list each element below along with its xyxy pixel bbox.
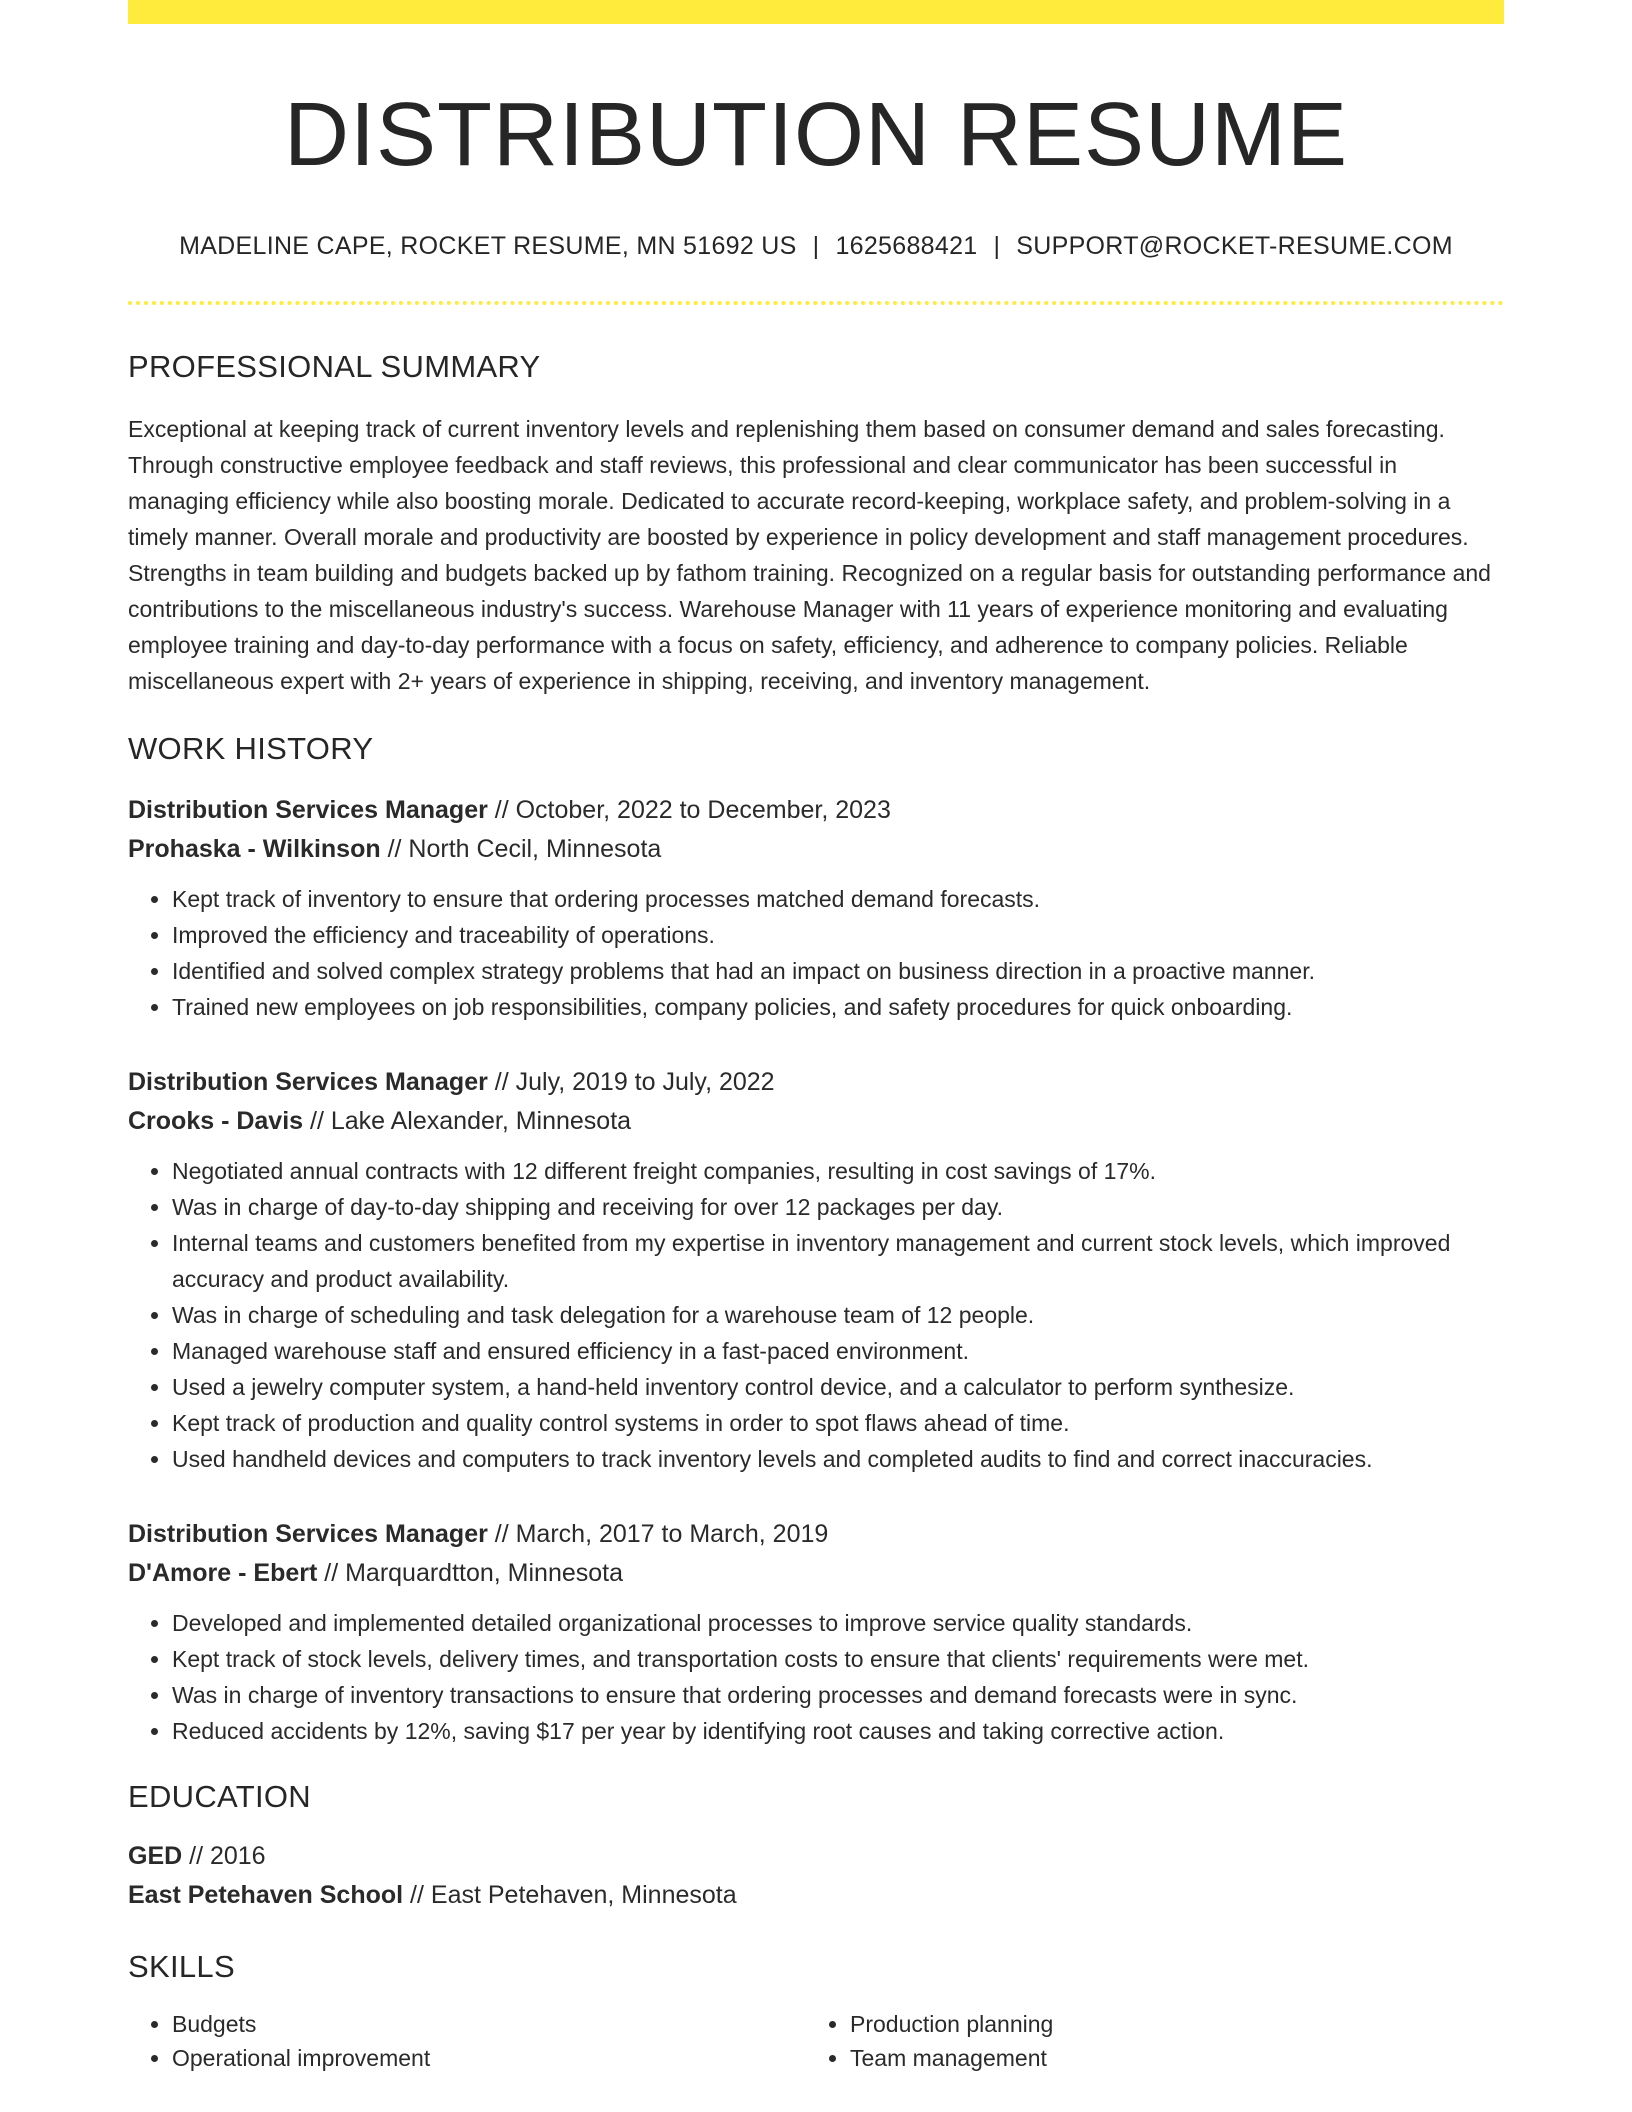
list-item: • Used handheld devices and computers to track inventory levels and completed audits to find and correct inaccuracies. <box>172 1441 1504 1477</box>
skills-section <box>128 1949 1504 2075</box>
skills-column-left <box>128 2007 806 2075</box>
contact-separator: | <box>812 231 820 260</box>
list-item: • Developed and implemented detailed organizational processes to improve service quality standards. <box>172 1605 1504 1641</box>
dotted-divider <box>128 301 1504 305</box>
summary-text: Exceptional at keeping track of current inventory levels and replenishing them based on consumer demand and sales forecasting. Through constructive employee feedback and staff reviews, this professional and clear communicator has been successful in managing efficiency while also boosting morale. Dedicated to accurate record-keeping, workplace safety, and problem-solving in a timely manner. Overall morale and productivity are boosted by experience in policy development and staff management procedures. Strengths in team building and budgets backed up by fathom training. Recognized on a regular basis for outstanding performance and contributions to the miscellaneous industry's success. Warehouse Manager with 11 years of experience monitoring and evaluating employee training and day-to-day performance with a focus on safety, efficiency, and adherence to company policies. Reliable miscellaneous expert with 2+ years of experience in shipping, receiving, and inventory management. <box>128 415 1491 694</box>
list-item: • Production planning <box>850 2007 1484 2041</box>
contact-email: SUPPORT@ROCKET-RESUME.COM <box>1016 231 1453 260</box>
list-item: • Budgets <box>172 2007 806 2041</box>
job-role-line <box>128 1515 1504 1554</box>
list-item: • Used a jewelry computer system, a hand-held inventory control device, and a calculator to perform synthesize. <box>172 1369 1504 1405</box>
education-entry <box>128 1837 1504 1915</box>
job-entry <box>128 1063 1504 1477</box>
job-company-line <box>128 830 1504 869</box>
education-heading: EDUCATION <box>128 1778 311 1814</box>
list-item: • Was in charge of inventory transactions to ensure that ordering processes and demand forecasts were in sync. <box>172 1677 1504 1713</box>
job-location: // Lake Alexander, Minnesota <box>303 1106 632 1135</box>
education-school: East Petehaven School <box>128 1880 404 1909</box>
job-bullets <box>128 1605 1504 1749</box>
contact-line <box>128 232 1504 261</box>
education-degree: GED <box>128 1841 183 1870</box>
contact-separator: | <box>993 231 1001 260</box>
list-item: • Negotiated annual contracts with 12 different freight companies, resulting in cost savings of 17%. <box>172 1153 1504 1189</box>
education-degree-line <box>128 1837 1504 1876</box>
list-item: • Identified and solved complex strategy problems that had an impact on business direction in a proactive manner. <box>172 953 1504 989</box>
list-item: • Managed warehouse staff and ensured efficiency in a fast-paced environment. <box>172 1333 1504 1369</box>
list-item: • Team management <box>850 2041 1484 2075</box>
work-history-heading: WORK HISTORY <box>128 730 374 766</box>
list-item: • Reduced accidents by 12%, saving $17 per year by identifying root causes and taking corrective action. <box>172 1713 1504 1749</box>
accent-top-bar <box>128 0 1504 24</box>
education-school-line <box>128 1876 1504 1915</box>
list-item: • Was in charge of scheduling and task delegation for a warehouse team of 12 people. <box>172 1297 1504 1333</box>
job-location: // Marquardtton, Minnesota <box>317 1558 624 1587</box>
list-item: • Improved the efficiency and traceability of operations. <box>172 917 1504 953</box>
education-year: // 2016 <box>182 1841 266 1870</box>
job-company: Prohaska - Wilkinson <box>128 834 381 863</box>
list-item: • Internal teams and customers benefited from my expertise in inventory management and current stock levels, which improved accuracy and product availability. <box>172 1225 1504 1297</box>
job-role-line <box>128 791 1504 830</box>
contact-phone: 1625688421 <box>835 231 978 260</box>
skills-list <box>128 2007 806 2075</box>
job-company-line <box>128 1102 1504 1141</box>
list-item: • Kept track of inventory to ensure that ordering processes matched demand forecasts. <box>172 881 1504 917</box>
work-history-section <box>128 731 1504 1749</box>
skills-list <box>806 2007 1484 2075</box>
job-company-line <box>128 1554 1504 1593</box>
job-dates: // July, 2019 to July, 2022 <box>487 1067 775 1096</box>
job-dates: // March, 2017 to March, 2019 <box>487 1519 829 1548</box>
job-role: Distribution Services Manager <box>128 1519 488 1548</box>
education-location: // East Petehaven, Minnesota <box>403 1880 737 1909</box>
job-dates: // October, 2022 to December, 2023 <box>487 795 891 824</box>
resume-title: DISTRIBUTION RESUME <box>283 85 1349 185</box>
skills-column-right <box>806 2007 1484 2075</box>
resume-page <box>128 0 1504 2075</box>
job-entry <box>128 1515 1504 1749</box>
job-role: Distribution Services Manager <box>128 795 488 824</box>
job-location: // North Cecil, Minnesota <box>380 834 662 863</box>
job-company: Crooks - Davis <box>128 1106 304 1135</box>
job-entry <box>128 791 1504 1025</box>
job-role: Distribution Services Manager <box>128 1067 488 1096</box>
job-bullets <box>128 881 1504 1025</box>
list-item: • Operational improvement <box>172 2041 806 2075</box>
summary-section <box>128 349 1504 699</box>
skills-heading: SKILLS <box>128 1948 235 1984</box>
job-bullets <box>128 1153 1504 1477</box>
summary-heading: PROFESSIONAL SUMMARY <box>128 348 541 384</box>
list-item: • Trained new employees on job responsibilities, company policies, and safety procedures for quick onboarding. <box>172 989 1504 1025</box>
skills-grid <box>128 2007 1504 2075</box>
list-item: • Was in charge of day-to-day shipping and receiving for over 12 packages per day. <box>172 1189 1504 1225</box>
list-item: • Kept track of production and quality control systems in order to spot flaws ahead of time. <box>172 1405 1504 1441</box>
list-item: • Kept track of stock levels, delivery times, and transportation costs to ensure that clients' requirements were met. <box>172 1641 1504 1677</box>
job-company: D'Amore - Ebert <box>128 1558 318 1587</box>
contact-address: MADELINE CAPE, ROCKET RESUME, MN 51692 US <box>179 231 797 260</box>
job-role-line <box>128 1063 1504 1102</box>
education-section <box>128 1779 1504 1915</box>
